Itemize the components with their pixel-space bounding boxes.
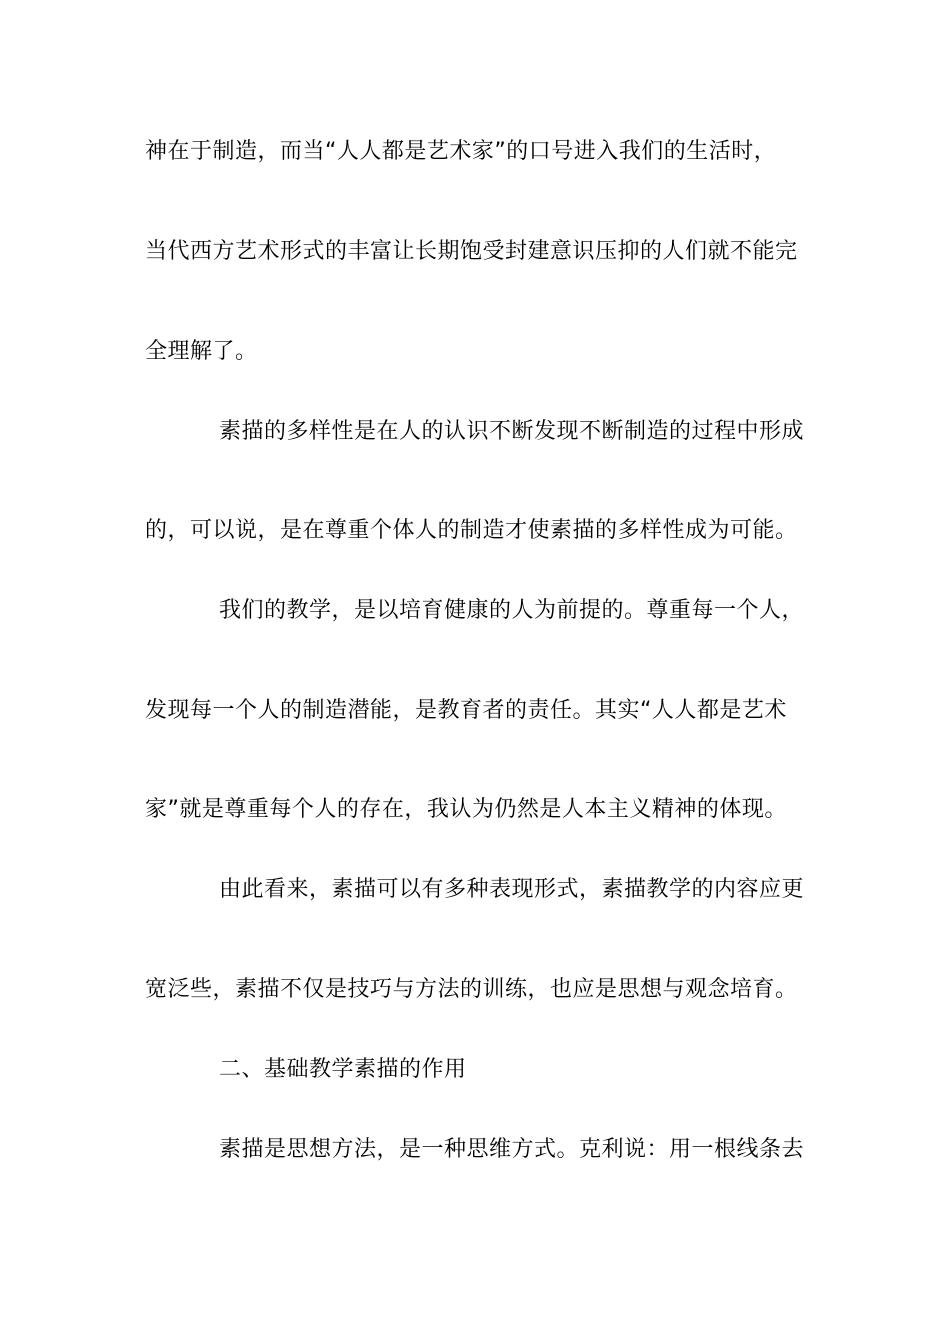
paragraph-line: 发现每一个人的制造潜能，是教育者的责任。其实“人人都是艺术	[145, 698, 787, 723]
section-heading: 二、基础教学素描的作用	[219, 1057, 467, 1082]
paragraph-line: 全理解了。	[145, 339, 258, 364]
paragraph-line: 素描是思想方法，是一种思维方式。克利说：用一根线条去	[219, 1137, 805, 1162]
paragraph-line: 素描的多样性是在人的认识不断发现不断制造的过程中形成	[219, 419, 805, 444]
paragraph-line: 家”就是尊重每个人的存在，我认为仍然是人本主义精神的体现。	[145, 797, 787, 822]
paragraph-line: 的，可以说，是在尊重个体人的制造才使素描的多样性成为可能。	[145, 518, 798, 543]
paragraph-line: 我们的教学，是以培育健康的人为前提的。尊重每一个人，	[219, 598, 805, 623]
paragraph-line: 宽泛些，素描不仅是技巧与方法的训练，也应是思想与观念培育。	[145, 977, 798, 1002]
paragraph-line: 神在于制造，而当“人人都是艺术家”的口号进入我们的生活时，	[145, 139, 777, 164]
paragraph-line: 由此看来，素描可以有多种表现形式，素描教学的内容应更	[219, 877, 805, 902]
paragraph-line: 当代西方艺术形式的丰富让长期饱受封建意识压抑的人们就不能完	[145, 239, 798, 264]
